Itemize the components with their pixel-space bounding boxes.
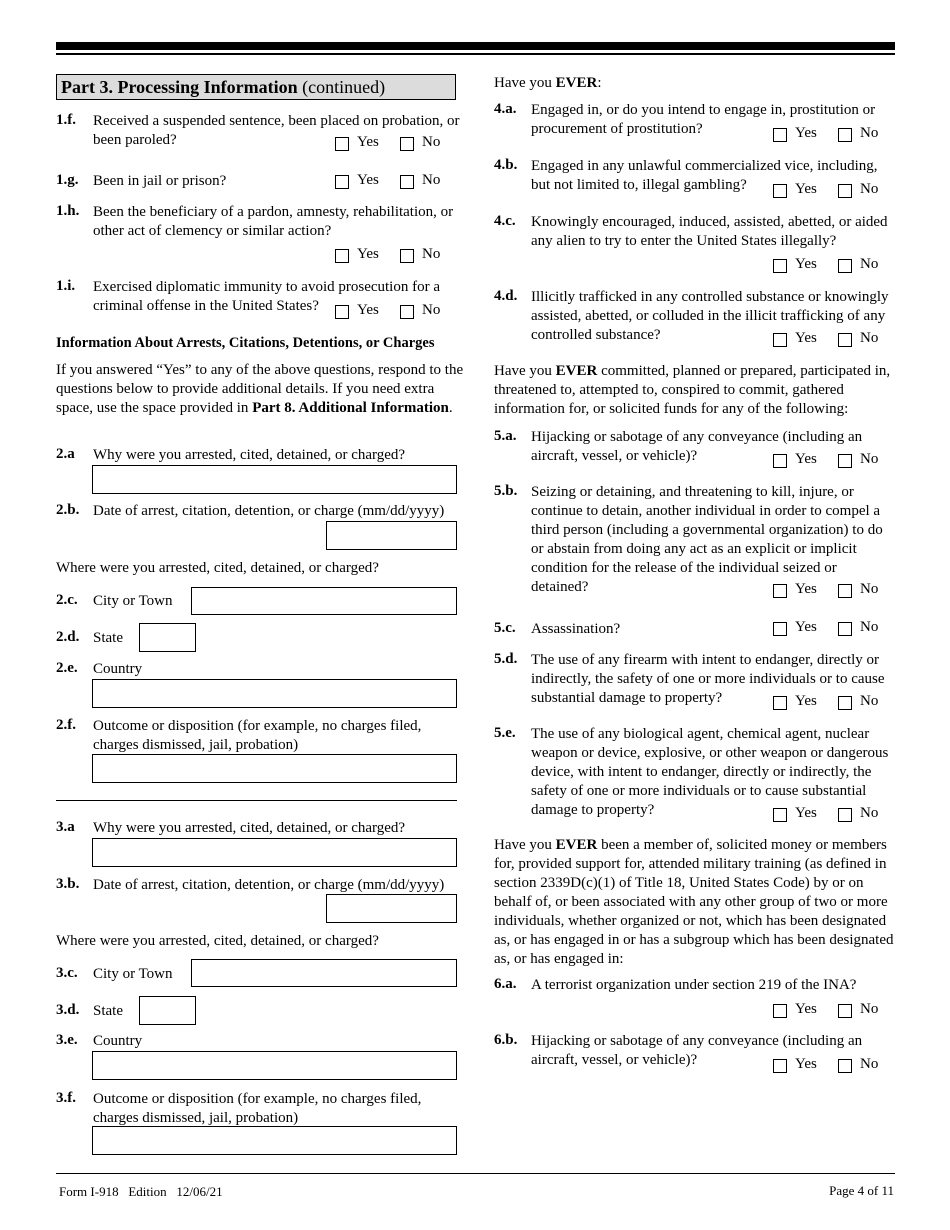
q1f-yes-label: Yes [357,134,379,150]
q5e-no-checkbox[interactable] [838,808,852,822]
q5d-yes-checkbox[interactable] [773,696,787,710]
q2c-label: City or Town [93,593,173,609]
q3f-label: Outcome or disposition (for example, no charges filed, charges dismissed, jail, probation) [93,1091,422,1126]
q1i-number: 1.i. [56,278,76,294]
footer-form-number: Form I-918 [59,1184,119,1199]
q3f-number: 3.f. [56,1090,76,1106]
q5c-no-checkbox[interactable] [838,622,852,636]
intro-4-pre: Have you [494,75,556,91]
q2f-number: 2.f. [56,717,76,733]
q1f-yes-checkbox[interactable] [335,137,349,151]
q1g-yes-label: Yes [357,172,379,188]
q5c-text: Assassination? [531,621,621,637]
q1h-no-checkbox[interactable] [400,249,414,263]
q3e-label: Country [93,1033,143,1049]
q5b-text: Seizing or detaining, and threatening to kill, injure, or continue to detain, another individual in order to compel a third person (including a governmental organization) to do or abstain from doing any act as an explicit or implicit condition for the release of the individual seized or detained? [531,484,883,595]
q2e-number: 2.e. [56,660,78,676]
top-rule-thick [56,42,895,50]
q6a-yes-checkbox[interactable] [773,1004,787,1018]
q3a-field[interactable] [92,838,457,867]
q4a-number: 4.a. [494,101,517,117]
q1i-text: Exercised diplomatic immunity to avoid prosecution for a criminal offense in the United States? [93,279,440,314]
q2f-outcome-field[interactable] [92,754,457,783]
q1f-no-checkbox[interactable] [400,137,414,151]
intro-6-ever: EVER [555,837,598,853]
q4d-text: Illicitly trafficked in any controlled substance or knowingly assisted, abetted, or colluded in the illicit trafficking of any controlled substance? [531,289,889,343]
part-title: Part 3. Processing Information [61,77,298,97]
q5d-no-label: No [860,693,879,709]
q1f-text: Received a suspended sentence, been placed on probation, or been paroled? [93,113,460,148]
q6a-number: 6.a. [494,976,517,992]
q6a-text: A terrorist organization under section 219 of the INA? [531,977,857,993]
q1i-yes-checkbox[interactable] [335,305,349,319]
q5a-yes-checkbox[interactable] [773,454,787,468]
q5b-no-checkbox[interactable] [838,584,852,598]
q3b-date-field[interactable] [326,894,457,923]
info-paragraph-end: . [448,400,453,416]
q2d-label: State [93,630,123,646]
q6a-no-checkbox[interactable] [838,1004,852,1018]
intro-4-ever: EVER [555,75,598,91]
q4b-no-label: No [860,181,879,197]
q2e-label: Country [93,661,143,677]
q1f-number: 1.f. [56,112,76,128]
q1g-number: 1.g. [56,172,79,188]
q3d-state-field[interactable] [139,996,196,1025]
q1h-text: Been the beneficiary of a pardon, amnesty, rehabilitation, or other act of clemency or similar action? [93,204,454,239]
info-heading: Information About Arrests, Citations, Detentions, or Charges [56,335,435,351]
intro-5 [494,362,896,419]
top-rule-thin [56,53,895,55]
q4a-yes-checkbox[interactable] [773,128,787,142]
q4d-number: 4.d. [494,288,518,304]
footer-edition-label: Edition [128,1184,167,1199]
q2b-number: 2.b. [56,502,80,518]
q5b-number: 5.b. [494,483,518,499]
part-continued: (continued) [297,77,386,97]
q6b-number: 6.b. [494,1032,518,1048]
q4c-number: 4.c. [494,213,516,229]
q4d-no-label: No [860,330,879,346]
q6b-no-label: No [860,1056,879,1072]
q5e-text: The use of any biological agent, chemical agent, nuclear weapon or device, explosive, or other weapon or dangerous device, with intent to endanger, directly or indirectly, the safety of one or more individuals or to cause substantial damage to property? [531,726,889,818]
q5c-no-label: No [860,619,879,635]
q4d-yes-checkbox[interactable] [773,333,787,347]
q3e-country-field[interactable] [92,1051,457,1080]
q5d-no-checkbox[interactable] [838,696,852,710]
q2a-number: 2.a [56,446,75,462]
q2-where-label: Where were you arrested, cited, detained, or charged? [56,560,379,576]
q3c-label: City or Town [93,966,173,982]
q2c-city-field[interactable] [191,587,457,615]
q1g-yes-checkbox[interactable] [335,175,349,189]
section-divider [56,800,457,801]
q3-where-label: Where were you arrested, cited, detained, or charged? [56,933,379,949]
q2f-label: Outcome or disposition (for example, no charges filed, charges dismissed, jail, probation) [93,718,422,753]
q6a-no-label: No [860,1001,879,1017]
q1g-no-label: No [422,172,441,188]
q6b-text: Hijacking or sabotage of any conveyance (including an aircraft, vessel, or vehicle)? [531,1033,863,1068]
q5b-yes-label: Yes [795,581,817,597]
q1h-no-label: No [422,246,441,262]
intro-4 [494,74,602,93]
q1h-yes-checkbox[interactable] [335,249,349,263]
q4d-yes-label: Yes [795,330,817,346]
q4c-no-label: No [860,256,879,272]
q3a-number: 3.a [56,819,75,835]
q5a-no-label: No [860,451,879,467]
q4d-no-checkbox[interactable] [838,333,852,347]
q5c-yes-label: Yes [795,619,817,635]
q4b-yes-checkbox[interactable] [773,184,787,198]
q2b-date-field[interactable] [326,521,457,550]
footer-rule [56,1173,895,1174]
q2a-label: Why were you arrested, cited, detained, or charged? [93,447,406,463]
q1i-no-label: No [422,302,441,318]
q4c-yes-label: Yes [795,256,817,272]
q2d-state-field[interactable] [139,623,196,652]
intro-4-post: : [597,75,602,91]
footer-form-info [59,1184,223,1200]
info-paragraph-bold: Part 8. Additional Information [252,400,449,416]
q5e-number: 5.e. [494,725,516,741]
q5d-yes-label: Yes [795,693,817,709]
q5a-no-checkbox[interactable] [838,454,852,468]
intro-5-ever: EVER [555,363,598,379]
q3b-label: Date of arrest, citation, detention, or charge (mm/dd/yyyy) [93,877,445,893]
q5d-number: 5.d. [494,651,518,667]
q6b-yes-label: Yes [795,1056,817,1072]
q5e-yes-checkbox[interactable] [773,808,787,822]
q4b-number: 4.b. [494,157,518,173]
q3b-number: 3.b. [56,876,80,892]
q5d-text: The use of any firearm with intent to endanger, directly or indirectly, the safety of one or more individuals or to cause substantial damage to property? [531,652,885,706]
q4a-text: Engaged in, or do you intend to engage in, prostitution or procurement of prostitution? [531,102,876,137]
q2b-label: Date of arrest, citation, detention, or charge (mm/dd/yyyy) [93,503,445,519]
intro-6 [494,836,896,969]
q5b-no-label: No [860,581,879,597]
intro-5-pre: Have you [494,363,556,379]
footer-page-number: Page 4 of 11 [829,1183,894,1198]
q6b-no-checkbox[interactable] [838,1059,852,1073]
q5e-no-label: No [860,805,879,821]
q3a-label: Why were you arrested, cited, detained, or charged? [93,820,406,836]
q4c-yes-checkbox[interactable] [773,259,787,273]
intro-6-pre: Have you [494,837,556,853]
q2e-country-field[interactable] [92,679,457,708]
q2d-number: 2.d. [56,629,80,645]
info-paragraph [56,361,464,418]
q1f-no-label: No [422,134,441,150]
intro-6-post: been a member of, solicited money or members for, provided support for, attended military training (as defined in section 2339D(c)(1) of Title 18, United States Code) by or on behalf of, or been associated with any other group of two or more individuals, whether organized or not, which has been designated as, or has engaged in or has a subgroup which has been designated as, or has engaged in: [494,837,894,967]
q5c-number: 5.c. [494,620,516,636]
q3e-number: 3.e. [56,1032,78,1048]
q1h-yes-label: Yes [357,246,379,262]
info-paragraph-text: If you answered “Yes” to any of the above questions, respond to the questions below to provide additional details. If you need extra space, use the space provided in [56,362,464,416]
q5a-yes-label: Yes [795,451,817,467]
q4c-no-checkbox[interactable] [838,259,852,273]
q4b-no-checkbox[interactable] [838,184,852,198]
q5a-text: Hijacking or sabotage of any conveyance (including an aircraft, vessel, or vehicle)? [531,429,863,464]
q4a-yes-label: Yes [795,125,817,141]
q5c-yes-checkbox[interactable] [773,622,787,636]
q1h-number: 1.h. [56,203,80,219]
q4b-yes-label: Yes [795,181,817,197]
q4b-text: Engaged in any unlawful commercialized vice, including, but not limited to, illegal gambling? [531,158,878,193]
intro-5-post: committed, planned or prepared, participated in, threatened to, attempted to, conspired to commit, gathered information for, or solicited funds for any of the following: [494,363,891,417]
footer-edition-date: 12/06/21 [176,1184,223,1199]
q5e-yes-label: Yes [795,805,817,821]
q1i-no-checkbox[interactable] [400,305,414,319]
q6a-yes-label: Yes [795,1001,817,1017]
q5b-yes-checkbox[interactable] [773,584,787,598]
q2c-number: 2.c. [56,592,78,608]
q4c-text: Knowingly encouraged, induced, assisted, abetted, or aided any alien to try to enter the United States illegally? [531,214,888,249]
q1g-text: Been in jail or prison? [93,173,227,189]
q6b-yes-checkbox[interactable] [773,1059,787,1073]
part-3-header [56,74,456,100]
q2a-field[interactable] [92,465,457,494]
q5a-number: 5.a. [494,428,517,444]
q3d-label: State [93,1003,123,1019]
q4a-no-checkbox[interactable] [838,128,852,142]
q3f-outcome-field[interactable] [92,1126,457,1155]
q3c-city-field[interactable] [191,959,457,987]
q4a-no-label: No [860,125,879,141]
q1i-yes-label: Yes [357,302,379,318]
q3d-number: 3.d. [56,1002,80,1018]
q1g-no-checkbox[interactable] [400,175,414,189]
q3c-number: 3.c. [56,965,78,981]
